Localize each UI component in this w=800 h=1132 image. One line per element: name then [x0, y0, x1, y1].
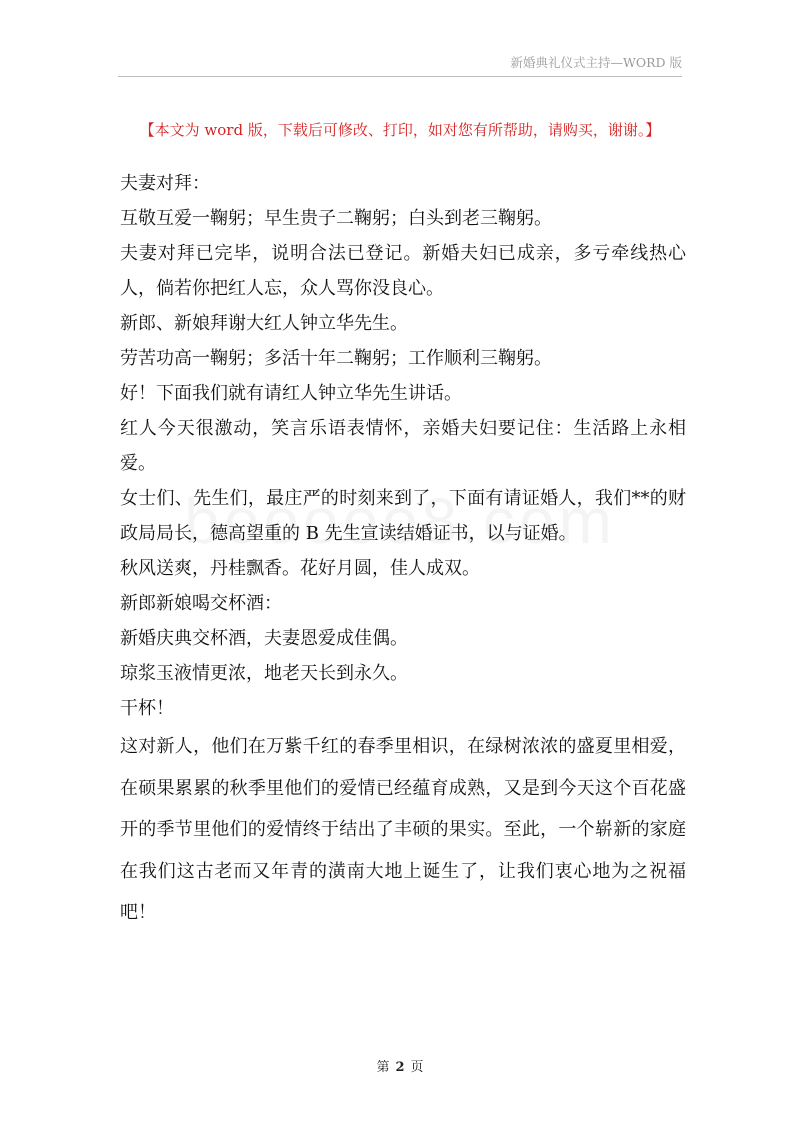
footer-prefix: 第: [376, 1060, 390, 1075]
page-header: [118, 54, 682, 77]
paragraph: 新郎新娘喝交杯酒：: [120, 593, 282, 614]
page-footer: [0, 1058, 800, 1078]
paragraph: 女士们、先生们，最庄严的时刻来到了，下面有请证婚人，我们**的财政局局长，德高望重的 B 先生宣读结婚证书，以与证婚。: [120, 488, 686, 544]
paragraph: 好！下面我们就有请红人钟立华先生讲话。: [120, 383, 462, 404]
header-title: 新婚典礼仪式主持—WORD 版: [510, 55, 682, 70]
document-body: [120, 166, 686, 934]
paragraph: 新郎、新娘拜谢大红人钟立华先生。: [120, 313, 408, 334]
page-number: 2: [395, 1060, 405, 1075]
purchase-notice: 【本文为 word 版，下载后可修改、打印，如对您有所帮助，请购买，谢谢。】: [139, 121, 661, 139]
paragraph: 劳苦功高一鞠躬；多活十年二鞠躬；工作顺利三鞠躬。: [120, 348, 552, 369]
paragraph: 干杯！: [120, 698, 174, 719]
paragraph: 红人今天很激动，笑言乐语表情怀，亲婚夫妇要记住：生活路上永相爱。: [120, 418, 686, 474]
paragraph: 这对新人，他们在万紫千红的春季里相识，在绿树浓浓的盛夏里相爱，在硕果累累的秋季里他们的爱情已经蕴育成熟，又是到今天这个百花盛开的季节里他们的爱情终于结出了丰硕的果实。至此，一个崭新的家庭在我们这古老而又年青的潢南大地上诞生了，让我们衷心地为之祝福吧！: [120, 736, 686, 924]
paragraph: 琼浆玉液情更浓，地老天长到永久。: [120, 663, 408, 684]
paragraph: 新婚庆典交杯酒，夫妻恩爱成佳偶。: [120, 628, 408, 649]
paragraph: 夫妻对拜已完毕，说明合法已登记。新婚夫妇已成亲，多亏牵线热心人，倘若你把红人忘，众人骂你没良心。: [120, 243, 686, 299]
footer-suffix: 页: [410, 1060, 424, 1075]
paragraph: 秋风送爽，丹桂飘香。花好月圆，佳人成双。: [120, 558, 480, 579]
paragraph: 互敬互爱一鞠躬；早生贵子二鞠躬；白头到老三鞠躬。: [120, 208, 552, 229]
paragraph: 夫妻对拜：: [120, 173, 210, 194]
